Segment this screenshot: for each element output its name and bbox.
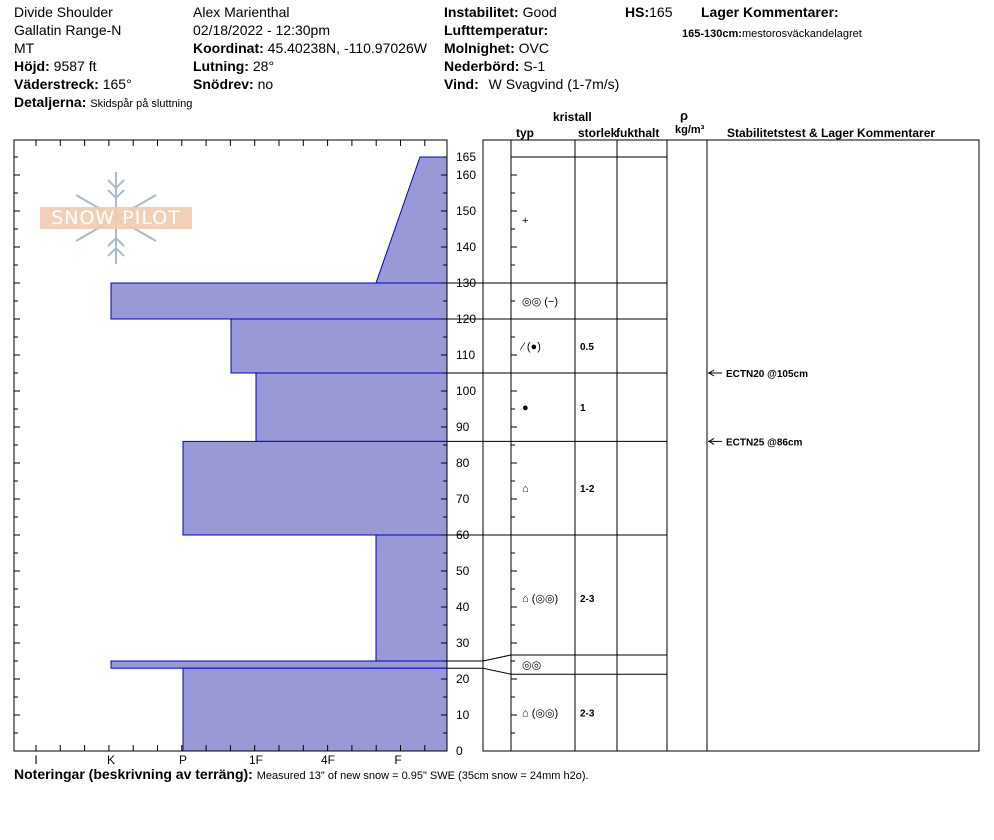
airtemp-label: Lufttemperatur: (444, 22, 549, 38)
height-tick-label: 140 (456, 240, 477, 254)
col-rho: ρ (680, 108, 689, 123)
sky-label: Molnighet: (444, 40, 515, 56)
height-tick-label: 10 (456, 708, 470, 722)
height-tick-label: 150 (456, 204, 477, 218)
grain-type-5: ⌂ (◎◎) (522, 593, 559, 605)
details-value: Skidspår på sluttning (90, 98, 193, 110)
location-state: MT (14, 40, 35, 56)
stability-test-label-1: ECTN25 @86cm (726, 437, 803, 449)
stability-test-label-0: ECTN20 @105cm (726, 369, 809, 380)
height-tick-label: 165 (456, 150, 477, 164)
precip-label: Nederbörd: (444, 58, 520, 74)
notes-label: Noteringar (beskrivning av terräng): (14, 766, 253, 782)
height-tick-label: 70 (456, 492, 470, 506)
height-tick-label: 100 (456, 384, 477, 398)
height-tick-label: 160 (456, 168, 477, 182)
height-tick-label: 110 (456, 348, 476, 362)
height-tick-label: 40 (456, 600, 470, 614)
drift-label: Snödrev: (193, 76, 254, 92)
grain-size-4: 1-2 (580, 484, 595, 496)
hardness-bar-2 (231, 319, 447, 373)
height-tick-label: 60 (456, 528, 470, 542)
precip-value: S-1 (523, 58, 546, 74)
hardness-bar-0 (376, 157, 447, 283)
grain-size-3: 1 (580, 403, 586, 415)
hardness-bar-4 (183, 441, 447, 535)
height-tick-label: 50 (456, 564, 470, 578)
observation-datetime: 02/18/2022 - 12:30pm (193, 22, 330, 38)
hardness-bar-7 (183, 668, 447, 751)
hardness-tick-label: K (106, 753, 116, 767)
col-storlek: storlek (578, 126, 618, 140)
aspect-value: 165° (102, 76, 132, 92)
col-typ: typ (516, 126, 534, 140)
location-range: Gallatin Range-N (14, 22, 122, 38)
grain-type-0: + (522, 215, 529, 227)
aspect-label: Väderstreck: (14, 76, 99, 92)
notes-row (14, 766, 589, 783)
coordinate-value: 45.40238N, -110.97026W (267, 40, 427, 56)
hardness-tick-label: 1F (248, 753, 264, 767)
layer-comment-range: 165-130cm: (682, 28, 742, 40)
hardness-tick-label: I (34, 753, 38, 767)
hardness-bar-6 (111, 661, 447, 668)
notes-text: Measured 13" of new snow = 0.95" SWE (35cm snow = 24mm h2o). (256, 770, 589, 782)
height-tick-label: 80 (456, 456, 470, 470)
layer-comment-text: mestorosväckandelagret (741, 28, 862, 40)
elevation-label: Höjd: (14, 58, 50, 74)
grain-size-5: 2-3 (580, 594, 595, 605)
hardness-bar-5 (376, 535, 447, 661)
height-tick-label: 120 (456, 312, 477, 326)
col-stability: Stabilitetstest & Lager Kommentarer (727, 126, 936, 140)
drift-value: no (257, 76, 274, 92)
grain-type-1: ◎◎ (−) (522, 296, 559, 308)
height-tick-label: 30 (456, 636, 470, 650)
wind-label: Vind: (444, 76, 479, 92)
height-tick-label: 0 (456, 744, 463, 758)
grain-size-2: 0.5 (580, 342, 594, 353)
snowpilot-logo-text: SNOW PILOT (40, 207, 192, 229)
height-tick-label: 90 (456, 420, 470, 434)
grain-type-3: ● (522, 402, 529, 415)
col-density-unit: kg/m³ (675, 124, 705, 136)
instability-label: Instabilitet: (444, 4, 519, 20)
slope-value: 28° (252, 58, 275, 74)
hs-label: HS: (625, 4, 650, 20)
hardness-bar-3 (256, 373, 447, 441)
grain-type-6: ◎◎ (522, 659, 542, 672)
hardness-tick-label: P (178, 753, 188, 767)
col-fukthalt: fukthalt (616, 126, 660, 140)
grain-type-4: ⌂ (522, 483, 529, 496)
wind-value: W Svagvind (1-7m/s) (488, 76, 620, 92)
grain-size-7: 2-3 (580, 708, 595, 720)
hs-value: 165 (649, 4, 673, 20)
height-tick-label: 20 (456, 672, 470, 686)
col-kristall: kristall (553, 110, 592, 124)
grain-type-7: ⌂ (◎◎) (522, 707, 559, 720)
layer-comments-label: Lager Kommentarer: (701, 4, 839, 20)
location-name: Divide Shoulder (14, 4, 113, 20)
hardness-bar-1 (111, 283, 447, 319)
coordinate-label: Koordinat: (193, 40, 264, 56)
observer-name: Alex Marienthal (193, 4, 290, 20)
elevation-value: 9587 ft (53, 58, 97, 74)
slope-label: Lutning: (193, 58, 249, 74)
hardness-tick-label: 4F (320, 753, 336, 767)
sky-value: OVC (518, 40, 549, 56)
instability-value: Good (522, 4, 557, 20)
details-label: Detaljerna: (14, 94, 87, 110)
hardness-tick-label: F (394, 753, 402, 767)
height-tick-label: 130 (456, 276, 477, 290)
grain-type-2: ⁄ (●) (522, 341, 541, 353)
